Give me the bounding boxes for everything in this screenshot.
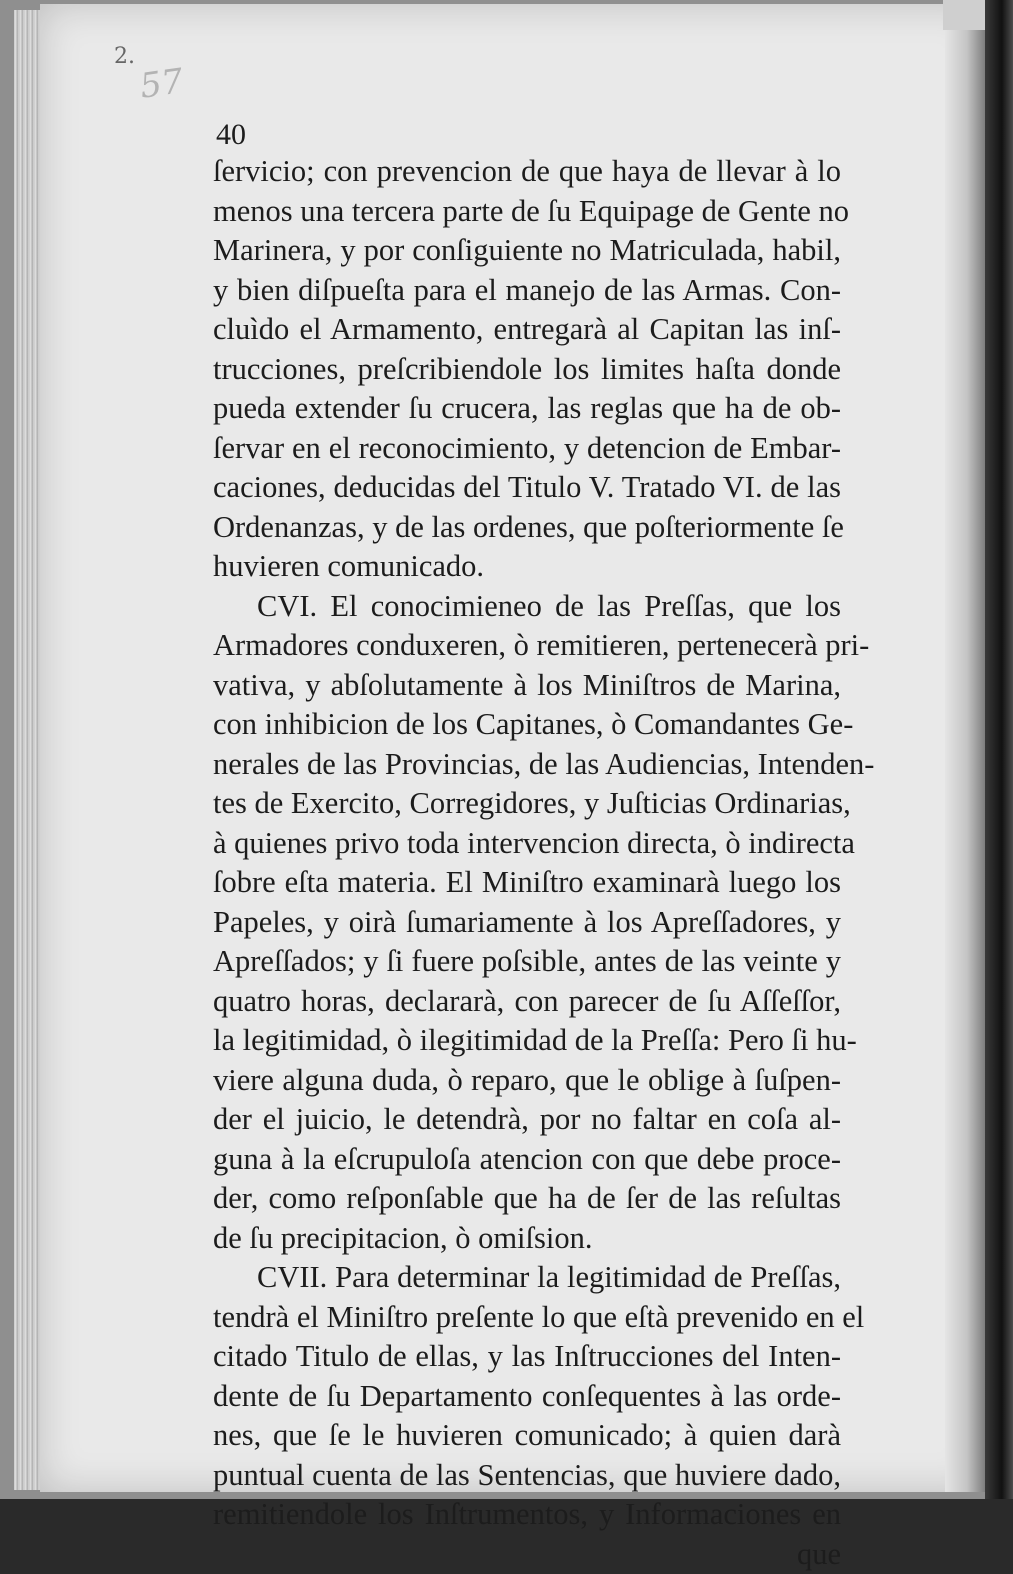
text-line: quatro horas, declararà, con parecer de ſu Aſſeſſor,: [213, 982, 841, 1022]
text-line: pueda extender ſu crucera, las reglas que ha de ob-: [213, 389, 841, 429]
text-line: der el juicio, le detendrà, por no faltar en coſa al-: [213, 1100, 841, 1140]
text-line: la legitimidad, ò ilegitimidad de la Preſſa: Pero ſi hu-: [213, 1021, 841, 1061]
text-line: cluìdo el Armamento, entregarà al Capitan las inſ-: [213, 310, 841, 350]
text-line: tes de Exercito, Corregidores, y Juſticias Ordinarias,: [213, 784, 841, 824]
text-line: ſervicio; con prevencion de que haya de llevar à lo: [213, 152, 841, 192]
text-line: Apreſſados; y ſi fuere poſsible, antes de las veinte y: [213, 942, 841, 982]
text-line: tendrà el Miniſtro preſente lo que eſtà prevenido en el: [213, 1298, 841, 1338]
right-binding-edge: [985, 0, 1013, 1499]
text-line: puntual cuenta de las Sentencias, que huviere dado,: [213, 1456, 841, 1496]
text-line: ſobre eſta materia. El Miniſtro examinarà luego los: [213, 863, 841, 903]
catchword: que: [213, 1535, 841, 1574]
text-line: Papeles, y oirà ſumariamente à los Apreſſadores, y: [213, 903, 841, 943]
page-gutter-shadow: [945, 4, 985, 1492]
corner-mark: 2.: [114, 44, 135, 69]
handwritten-folio-number: 57: [137, 61, 185, 107]
text-line: citado Titulo de ellas, y las Inſtrucciones del Inten-: [213, 1337, 841, 1377]
text-line: Ordenanzas, y de las ordenes, que poſteriormente ſe: [213, 508, 841, 548]
text-line: nerales de las Provincias, de las Audiencias, Intenden-: [213, 745, 841, 785]
text-line: der, como reſponſable que ha de ſer de las reſultas: [213, 1179, 841, 1219]
page-number: 40: [216, 118, 246, 152]
text-line: guna à la eſcrupuloſa atencion con que debe proce-: [213, 1140, 841, 1180]
text-line: y bien diſpueſta para el manejo de las Armas. Con-: [213, 271, 841, 311]
text-line: Marinera, y por conſiguiente no Matriculada, habil,: [213, 231, 841, 271]
text-line: con inhibicion de los Capitanes, ò Comandantes Ge-: [213, 705, 841, 745]
text-line: ſervar en el reconocimiento, y detencion de Embar-: [213, 429, 841, 469]
text-line: dente de ſu Departamento conſequentes à las orde-: [213, 1377, 841, 1417]
section-heading-line: CVII. Para determinar la legitimidad de Preſſas,: [213, 1258, 841, 1298]
text-line: caciones, deducidas del Titulo V. Tratado VI. de las: [213, 468, 841, 508]
text-line: Armadores conduxeren, ò remitieren, pertenecerà pri-: [213, 626, 841, 666]
text-line: de ſu precipitacion, ò omiſsion.: [213, 1219, 841, 1259]
section-heading-line: CVI. El conocimieneo de las Preſſas, que los: [213, 587, 841, 627]
text-line: trucciones, preſcribiendole los limites haſta donde: [213, 350, 841, 390]
text-line: nes, que ſe le huvieren comunicado; à quien darà: [213, 1416, 841, 1456]
text-line: vativa, y abſolutamente à los Miniſtros de Marina,: [213, 666, 841, 706]
text-line: menos una tercera parte de ſu Equipage de Gente no: [213, 192, 841, 232]
text-line: huvieren comunicado.: [213, 547, 841, 587]
body-text: [213, 152, 841, 1574]
text-line: à quienes privo toda intervencion directa, ò indirecta: [213, 824, 841, 864]
text-line: viere alguna duda, ò reparo, que le oblige à ſuſpen-: [213, 1061, 841, 1101]
text-line: remitiendole los Inſtrumentos, y Informaciones en: [213, 1495, 841, 1535]
